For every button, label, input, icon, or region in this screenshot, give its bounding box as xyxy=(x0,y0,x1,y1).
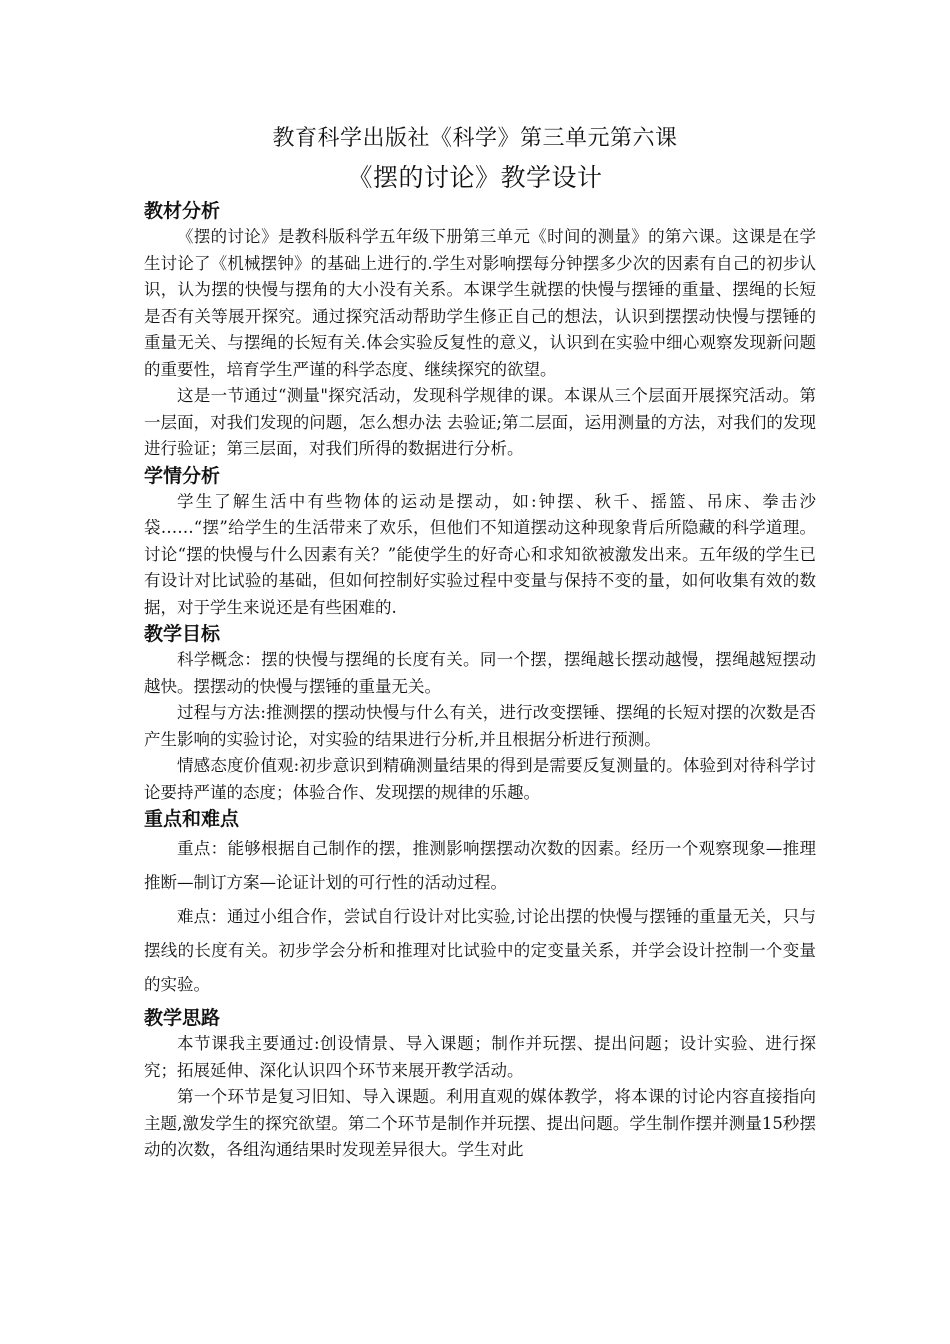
document-body xyxy=(144,198,816,1164)
section-heading-goals: 教学目标 xyxy=(144,623,221,645)
key-points-paragraph-1: 重点：能够根据自己制作的摆，推测影响摆摆动次数的因素。经历一个观察现象—推理推断—制订方案—论证计划的可行性的活动过程。 xyxy=(144,839,816,892)
approach-paragraph-2: 第一个环节是复习旧知、导入课题。利用直观的媒体教学，将本课的讨论内容直接指向主题,激发学生的探究欲望。第二个环节是制作并玩摆、提出问题。学生制作摆并测量15秒摆动的次数，各组沟通结果时发现差异很大。学生对此 xyxy=(144,1087,816,1159)
material-paragraph-2: 这是一节通过“测量"探究活动，发现科学规律的课。本课从三个层面开展探究活动。第一层面，对我们发现的问题，怎么想办法 去验证;第二层面，运用测量的方法，对我们的发现进行验证；第三层面，对我们所得的数据进行分析。 xyxy=(144,386,816,458)
material-paragraph-1: 《摆的讨论》是教科版科学五年级下册第三单元《时间的测量》的第六课。这课是在学生讨论了《机械摆钟》的基础上进行的.学生对影响摆每分钟摆多少次的因素有自己的初步认识，认为摆的快慢与摆角的大小没有关系。本课学生就摆的快慢与摆锤的重量、摆绳的长短是否有关等展开探究。通过探究活动帮助学生修正自己的想法，认识到摆摆动快慢与摆锤的重量无关、与摆绳的长短有关.体会实验反复性的意义，认识到在实验中细心观察发现新问题的重要性，培育学生严谨的科学态度、继续探究的欲望。 xyxy=(144,227,816,379)
document-title-line1: 教育科学出版社《科学》第三单元第六课 xyxy=(272,126,678,151)
key-points-paragraph-2: 难点：通过小组合作，尝试自行设计对比实验,讨论出摆的快慢与摆锤的重量无关，只与摆线的长度有关。初步学会分析和推理对比试验中的定变量关系，并学会设计控制一个变量的实验。 xyxy=(144,907,816,994)
goals-paragraph-2: 过程与方法:推测摆的摆动快慢与什么有关，进行改变摆锤、摆绳的长短对摆的次数是否产生影响的实验讨论，对实验的结果进行分析,并且根据分析进行预测。 xyxy=(144,703,816,749)
goals-paragraph-1: 科学概念：摆的快慢与摆绳的长度有关。同一个摆，摆绳越长摆动越慢，摆绳越短摆动越快。摆摆动的快慢与摆锤的重量无关。 xyxy=(144,650,816,696)
section-heading-material: 教材分析 xyxy=(144,200,221,222)
section-heading-key-points: 重点和难点 xyxy=(144,808,240,830)
section-heading-approach: 教学思路 xyxy=(144,1007,221,1029)
section-heading-students: 学情分析 xyxy=(144,464,221,487)
approach-paragraph-1: 本节课我主要通过:创设情景、导入课题；制作并玩摆、提出问题；设计实验、进行探究；拓展延伸、深化认识四个环节来展开教学活动。 xyxy=(144,1034,816,1080)
students-paragraph-1: 学生了解生活中有些物体的运动是摆动，如:钟摆、秋千、摇篮、吊床、拳击沙袋……“摆”给学生的生活带来了欢乐，但他们不知道摆动这种现象背后所隐藏的科学道理。讨论“摆的快慢与什么因素有关？”能使学生的好奇心和求知欲被激发出来。五年级的学生已有设计对比试验的基础，但如何控制好实验过程中变量与保持不变的量，如何收集有效的数据，对于学生来说还是有些困难的. xyxy=(144,491,816,617)
goals-paragraph-3: 情感态度价值观:初步意识到精确测量结果的得到是需要反复测量的。体验到对待科学讨论要持严谨的态度；体验合作、发现摆的规律的乐趣。 xyxy=(144,756,816,802)
document-title-line2: 《摆的讨论》教学设计 xyxy=(347,163,603,192)
